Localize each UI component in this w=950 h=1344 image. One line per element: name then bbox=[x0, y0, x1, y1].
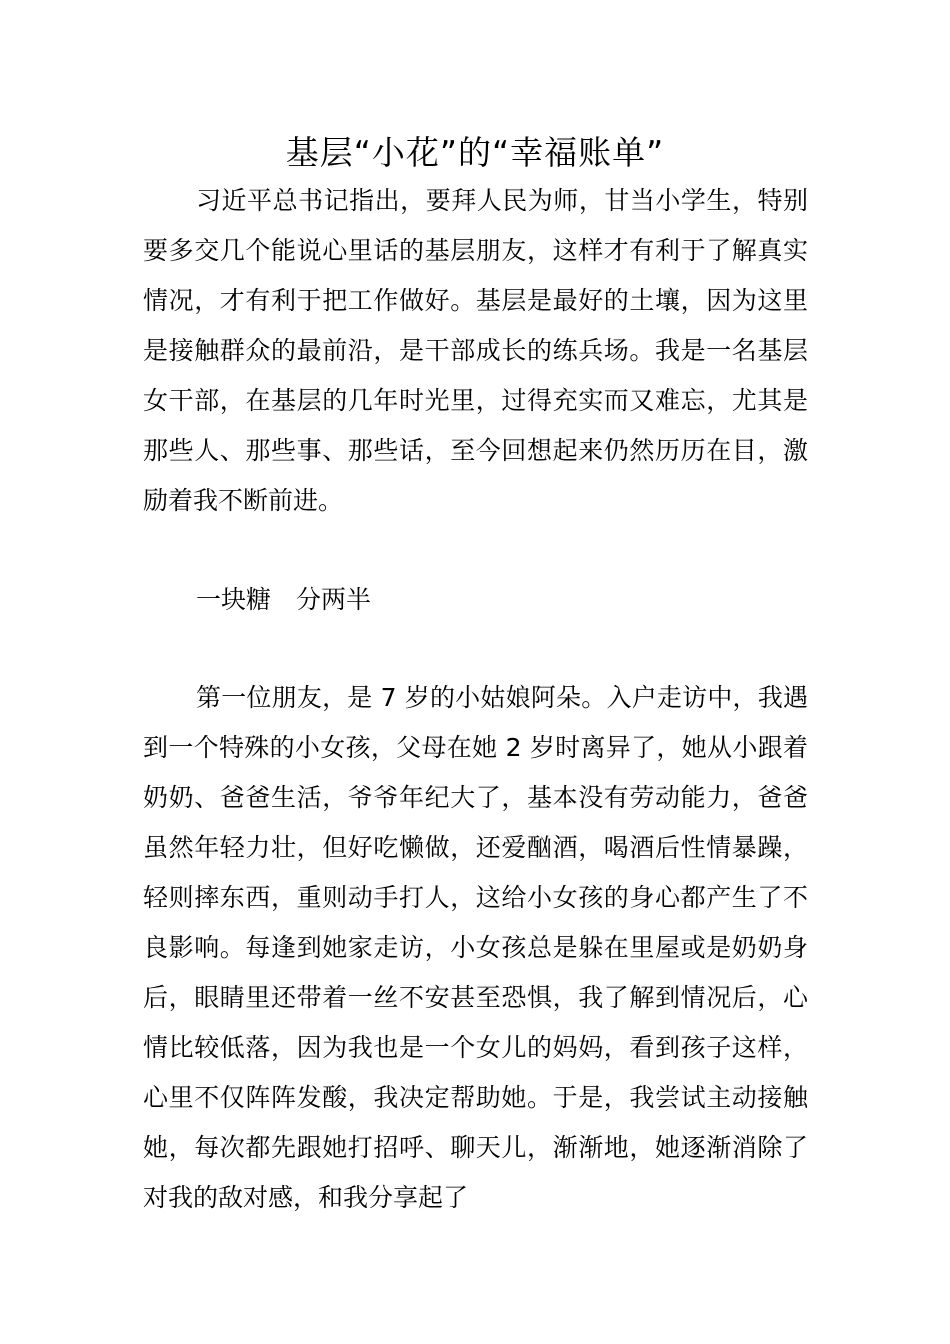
document-title: 基层“小花”的“幸福账单” bbox=[285, 133, 665, 172]
paragraph-story: 第一位朋友，是 7 岁的小姑娘阿朵。入户走访中，我遇到一个特殊的小女孩，父母在她 2 岁时离异了，她从小跟着奶奶、爸爸生活，爷爷年纪大了，基本没有劳动能力，爸爸虽然年轻力壮，但好吃懒做，还爱酗酒，喝酒后性情暴躁，轻则摔东西，重则动手打人，这给小女孩的身心都产生了不良影响。每逢到她家走访，小女孩总是躲在里屋或是奶奶身后，眼睛里还带着一丝不安甚至恐惧，我了解到情况后，心情比较低落，因为我也是一个女儿的妈妈，看到孩子这样，心里不仅阵阵发酸，我决定帮助她。于是，我尝试主动接触她，每次都先跟她打招呼、聊天儿，渐渐地，她逐渐消除了对我的敌对感，和我分享起了 bbox=[143, 683, 808, 1212]
paragraph-intro: 习近平总书记指出，要拜人民为师，甘当小学生，特别要多交几个能说心里话的基层朋友，这样才有利于了解真实情况，才有利于把工作做好。基层是最好的土壤，因为这里是接触群众的最前沿，是干部成长的练兵场。我是一名基层女干部，在基层的几年时光里，过得充实而又难忘，尤其是那些人、那些事、那些话，至今回想起来仍然历历在目，激励着我不断前进。 bbox=[143, 186, 808, 515]
section-heading: 一块糖 分两半 bbox=[196, 585, 372, 614]
